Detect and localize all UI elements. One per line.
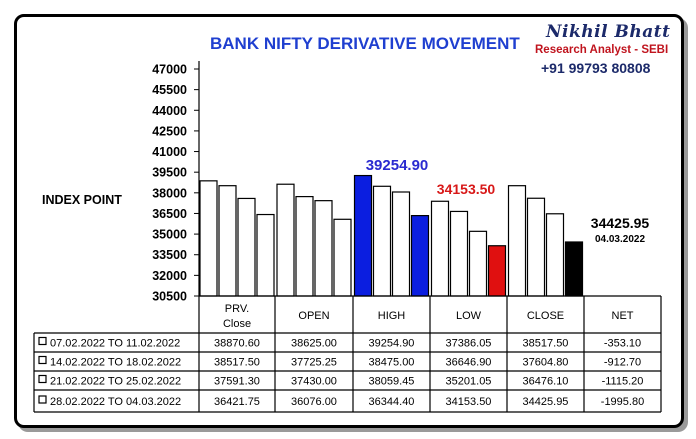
bar <box>200 181 217 296</box>
table-cell: 38059.45 <box>368 375 415 388</box>
bar <box>296 197 313 296</box>
high-annotation: 39254.90 <box>365 157 429 174</box>
legend-swatch <box>39 357 46 364</box>
table-cell: 37591.30 <box>214 375 260 388</box>
table-header: PRV. <box>224 303 250 315</box>
table-cell: 39254.90 <box>368 337 415 350</box>
table-cell: -353.10 <box>603 337 642 350</box>
table-cell: 37725.25 <box>291 356 337 369</box>
bar <box>374 186 391 296</box>
bar <box>432 201 449 296</box>
bar <box>451 211 468 296</box>
bar <box>315 201 332 296</box>
bar <box>355 176 372 296</box>
low-annotation: 34153.50 <box>436 181 496 197</box>
y-tick-label: 33500 <box>152 248 187 263</box>
table-cell: 37386.05 <box>445 337 492 350</box>
table-cell: 36344.40 <box>368 396 415 408</box>
bar <box>219 186 236 296</box>
y-tick-label: 45500 <box>152 83 187 98</box>
table-header: NET <box>611 310 634 322</box>
table-cell: -1115.20 <box>601 375 644 388</box>
legend-swatch <box>39 338 46 345</box>
y-tick-label: 36500 <box>152 206 187 221</box>
bar <box>238 198 255 296</box>
table-header: LOW <box>455 310 482 322</box>
table-cell: 37430.00 <box>291 375 337 388</box>
table-cell: 38517.50 <box>214 356 260 369</box>
table-cell: 34425.95 <box>522 396 569 408</box>
chart-title: BANK NIFTY DERIVATIVE MOVEMENT <box>210 34 520 53</box>
table-cell: 34153.50 <box>445 396 492 408</box>
table-cell: 36646.90 <box>445 356 492 369</box>
table-header: CLOSE <box>526 310 565 322</box>
legend-swatch <box>39 376 46 383</box>
table-cell: 38475.00 <box>368 356 415 369</box>
close-annotation: 34425.95 <box>590 215 650 231</box>
bar <box>277 184 294 296</box>
bar <box>489 246 506 296</box>
y-axis-label: INDEX POINT <box>42 193 122 207</box>
bar <box>509 186 526 296</box>
table-cell: 36076.00 <box>291 396 337 408</box>
bar <box>257 215 274 296</box>
table-cell: 36421.75 <box>214 396 260 408</box>
bar <box>566 242 583 296</box>
legend-label: 21.02.2022 TO 25.02.2022 <box>50 375 182 388</box>
y-tick-label: 39500 <box>152 165 187 180</box>
bar <box>470 231 487 296</box>
table-header: Close <box>222 318 252 330</box>
close-date-annotation: 04.03.2022 <box>594 234 646 245</box>
y-tick-label: 30500 <box>152 289 187 304</box>
y-tick-label: 47000 <box>152 62 187 77</box>
table-header: HIGH <box>377 310 406 322</box>
y-tick-label: 38000 <box>152 186 187 201</box>
legend-label: 07.02.2022 TO 11.02.2022 <box>50 337 181 350</box>
brand-role: Research Analyst - SEBI <box>535 44 669 56</box>
y-tick-label: 44000 <box>152 103 187 118</box>
bar <box>528 198 545 296</box>
table-header: OPEN <box>298 310 330 322</box>
legend-label: 28.02.2022 TO 04.03.2022 <box>50 396 182 408</box>
brand-name: Nikhil Bhatt <box>546 22 671 42</box>
bar <box>393 192 410 296</box>
table-cell: -912.70 <box>603 356 642 369</box>
table-cell: 36476.10 <box>522 375 569 388</box>
y-tick-label: 41000 <box>152 145 187 160</box>
table-cell: 35201.05 <box>445 375 492 388</box>
y-tick-label: 32000 <box>152 268 187 283</box>
brand-phone: +91 99793 80808 <box>541 60 651 76</box>
table-cell: 38870.60 <box>214 337 260 350</box>
table-cell: 38517.50 <box>522 337 569 350</box>
y-tick-label: 42500 <box>152 124 187 139</box>
bar <box>334 219 351 296</box>
y-tick-label: 35000 <box>152 227 187 242</box>
table-cell: 37604.80 <box>522 356 569 369</box>
table-cell: 38625.00 <box>291 337 337 350</box>
bar <box>412 216 429 296</box>
bar <box>547 214 564 296</box>
legend-label: 14.02.2022 TO 18.02.2022 <box>50 356 182 369</box>
legend-swatch <box>39 396 46 403</box>
table-cell: -1995.80 <box>600 396 645 408</box>
